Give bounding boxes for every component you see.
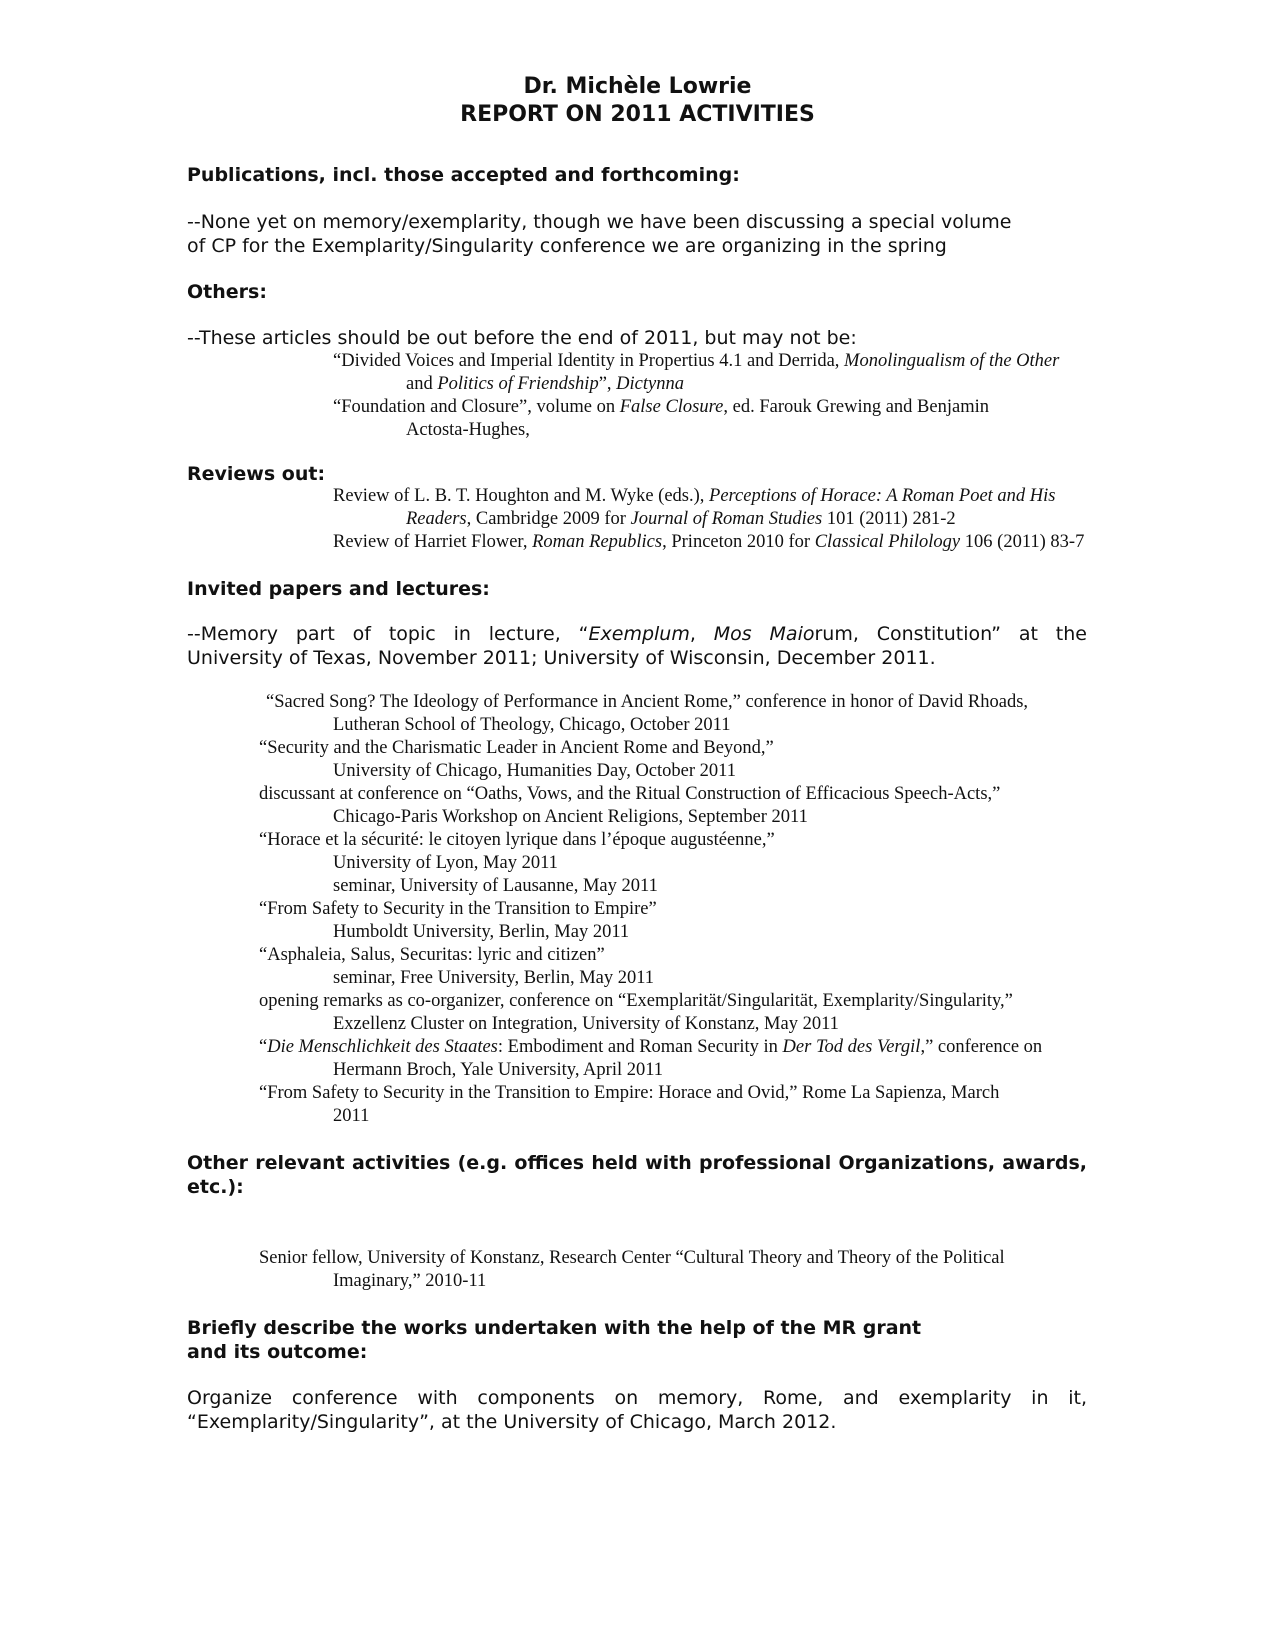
grant-line-2: “Exemplarity/Singularity”, at the University of Chicago, March 2012.	[187, 1411, 837, 1433]
review-2-mid: , Princeton 2010 for	[662, 532, 815, 552]
lecture-7-venue: Exzellenz Cluster on Integration, University of Konstanz, May 2011	[333, 1014, 839, 1034]
invited-p1-exemplum: Exemplum	[588, 623, 690, 645]
lecture-2-venue: University of Chicago, Humanities Day, October 2011	[333, 761, 736, 781]
review-2-end: 106 (2011) 83-7	[960, 532, 1085, 552]
article-1-sep: ”,	[598, 374, 617, 394]
grant-line-1: Organize conference with components on memory, Rome, and exemplarity in it,	[187, 1387, 1087, 1409]
article-1-title: Monolingualism of the Other	[844, 351, 1060, 371]
lecture-3-venue: Chicago-Paris Workshop on Ancient Religions, September 2011	[333, 807, 808, 827]
lecture-8-quote: “	[259, 1037, 268, 1057]
invited-p1-rest: rum, Constitution” at the	[814, 623, 1087, 645]
publications-heading: Publications, incl. those accepted and forthcoming:	[187, 164, 740, 186]
lecture-8-title: Die Menschlichkeit des Staates	[267, 1037, 498, 1057]
invited-paragraph-line-2: University of Texas, November 2011; University of Wisconsin, December 2011.	[187, 647, 936, 669]
activity-item-cont: Imaginary,” 2010-11	[333, 1271, 487, 1291]
lecture-1-venue: Lutheran School of Theology, Chicago, October 2011	[333, 715, 731, 735]
article-1-text: “Divided Voices and Imperial Identity in Propertius 4.1 and Derrida,	[333, 351, 845, 371]
article-entry-2	[333, 396, 989, 419]
grant-heading-1: Briefly describe the works undertaken with the help of the MR grant	[187, 1317, 922, 1339]
lecture-4: “Horace et la sécurité: le citoyen lyrique dans l’époque augustéenne,”	[259, 830, 775, 850]
review-1-journal: Journal of Roman Studies	[630, 509, 823, 529]
review-2-journal: Classical Philology	[814, 532, 961, 552]
article-2-rest: , ed. Farouk Grewing and Benjamin	[723, 397, 989, 417]
review-entry-1	[333, 485, 1056, 508]
lecture-5-venue: Humboldt University, Berlin, May 2011	[333, 922, 630, 942]
activity-item: Senior fellow, University of Konstanz, Research Center “Cultural Theory and Theory of the Political	[259, 1248, 1005, 1268]
invited-p1-mos-maio: Mos Maio	[713, 623, 815, 645]
others-intro: --These articles should be out before the end of 2011, but may not be:	[187, 327, 857, 349]
lecture-8	[259, 1036, 1042, 1059]
invited-p1-open: --Memory part of topic in lecture, “	[187, 623, 589, 645]
article-1-title-2: Politics of Friendship	[437, 374, 599, 394]
article-entry-1	[333, 350, 1059, 373]
lecture-7: opening remarks as co-organizer, conference on “Exemplarität/Singularität, Exemplarity/Singularity,”	[259, 991, 1013, 1011]
others-heading: Others:	[187, 281, 267, 303]
article-entry-2-cont: Actosta-Hughes,	[406, 420, 530, 440]
article-2-title: False Closure	[619, 397, 724, 417]
review-2-text: Review of Harriet Flower,	[333, 532, 533, 552]
lecture-2: “Security and the Charismatic Leader in Ancient Rome and Beyond,”	[259, 738, 774, 758]
lecture-4-venue: University of Lyon, May 2011	[333, 853, 558, 873]
other-activities-heading-1: Other relevant activities (e.g. offices held with professional Organizations, awards,	[187, 1152, 1087, 1174]
article-1-and: and	[406, 374, 438, 394]
lecture-8-mid: : Embodiment and Roman Security in	[497, 1037, 783, 1057]
publications-line-2: of CP for the Exemplarity/Singularity conference we are organizing in the spring	[187, 235, 947, 257]
lecture-9: “From Safety to Security in the Transition to Empire: Horace and Ovid,” Rome La Sapienza, March	[259, 1083, 1000, 1103]
review-entry-1-cont	[406, 508, 956, 531]
publications-line-1: --None yet on memory/exemplarity, though we have been discussing a special volume	[187, 211, 1012, 233]
article-entry-1-cont	[406, 373, 684, 396]
lecture-8-end: ,” conference on	[920, 1037, 1043, 1057]
grant-heading-2: and its outcome:	[187, 1341, 368, 1363]
review-1-title: Perceptions of Horace: A Roman Poet and His	[709, 486, 1056, 506]
review-1-end: 101 (2011) 281-2	[822, 509, 956, 529]
review-1-text: Review of L. B. T. Houghton and M. Wyke (eds.),	[333, 486, 710, 506]
reviews-heading: Reviews out:	[187, 463, 326, 485]
lecture-5: “From Safety to Security in the Transition to Empire”	[259, 899, 657, 919]
invited-heading: Invited papers and lectures:	[187, 578, 490, 600]
lecture-8-venue: Hermann Broch, Yale University, April 2011	[333, 1060, 664, 1080]
lecture-8-work: Der Tod des Vergil	[782, 1037, 921, 1057]
lecture-6: “Asphaleia, Salus, Securitas: lyric and citizen”	[259, 945, 605, 965]
other-activities-heading-2: etc.):	[187, 1176, 244, 1198]
lecture-3: discussant at conference on “Oaths, Vows, and the Ritual Construction of Efficacious Speech-Acts,”	[259, 784, 1001, 804]
review-2-title: Roman Republics	[532, 532, 663, 552]
report-title: REPORT ON 2011 ACTIVITIES	[460, 102, 815, 127]
invited-paragraph-line-1	[187, 622, 1087, 646]
lecture-4-venue-2: seminar, University of Lausanne, May 2011	[333, 876, 658, 896]
article-1-journal: Dictynna	[616, 374, 684, 394]
review-1-mid: , Cambridge 2009 for	[466, 509, 631, 529]
review-1-title-2: Readers	[406, 509, 467, 529]
author-name: Dr. Michèle Lowrie	[523, 74, 752, 99]
invited-p1-comma: ,	[689, 623, 714, 645]
lecture-6-venue: seminar, Free University, Berlin, May 2011	[333, 968, 655, 988]
article-2-text: “Foundation and Closure”, volume on	[333, 397, 620, 417]
lecture-1: “Sacred Song? The Ideology of Performance in Ancient Rome,” conference in honor of David Rhoads,	[266, 692, 1029, 712]
review-entry-2	[333, 531, 1084, 554]
lecture-9-year: 2011	[333, 1106, 370, 1126]
